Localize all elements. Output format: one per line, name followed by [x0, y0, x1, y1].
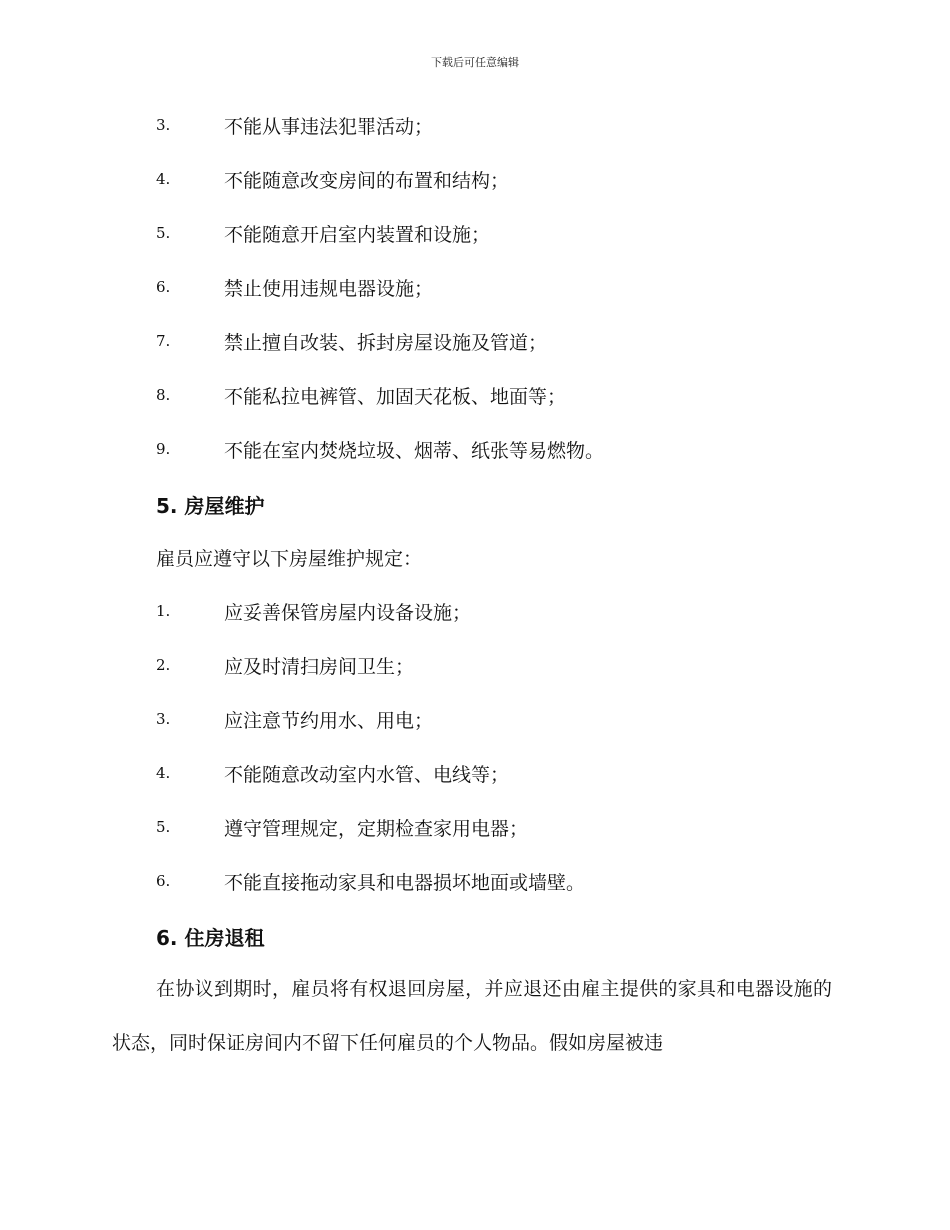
section-intro: [0, 544, 950, 598]
list-item-text: 应及时清扫房间卫生；: [224, 656, 415, 678]
list-item-number: 5.: [156, 224, 171, 242]
list-item-number: 3.: [156, 116, 171, 134]
list-item-number: 9.: [156, 440, 171, 458]
list-item-number: 3.: [156, 710, 171, 728]
list-item: [0, 868, 950, 922]
list-item-text: 禁止使用违规电器设施；: [224, 278, 434, 300]
list-item-number: 4.: [156, 170, 171, 188]
section-heading-text: 5. 房屋维护: [156, 494, 265, 518]
document-body: [0, 112, 950, 1089]
list-item-number: 2.: [156, 656, 171, 674]
list-item: [0, 814, 950, 868]
list-item: [0, 598, 950, 652]
list-item: [0, 436, 950, 490]
list-item-text: 应注意节约用水、用电；: [224, 710, 434, 732]
list-item: [0, 112, 950, 166]
list-item-text: 不能直接拖动家具和电器损坏地面或墙壁。: [224, 872, 586, 894]
section-heading-maintenance: [0, 490, 950, 544]
list-item: [0, 166, 950, 220]
list-item-number: 6.: [156, 872, 171, 890]
section-heading-text: 6. 住房退租: [156, 926, 265, 950]
list-item-text: 遵守管理规定，定期检查家用电器；: [224, 818, 529, 840]
list-item-number: 7.: [156, 332, 171, 350]
body-paragraph: 在协议到期时，雇员将有权退回房屋，并应退还由雇主提供的家具和电器设施的状态，同时保证房间内不留下任何雇员的个人物品。假如房屋被违: [112, 978, 832, 1054]
list-item-text: 不能随意开启室内装置和设施；: [224, 224, 491, 246]
list-item-text: 应妥善保管房屋内设备设施；: [224, 602, 472, 624]
section-intro-text: 雇员应遵守以下房屋维护规定：: [156, 548, 423, 570]
list-item: [0, 220, 950, 274]
page-header-note: 下载后可任意编辑: [431, 56, 519, 69]
list-item-text: 不能随意改动室内水管、电线等；: [224, 764, 510, 786]
list-item-number: 6.: [156, 278, 171, 296]
list-item: [0, 328, 950, 382]
list-item: [0, 274, 950, 328]
list-item-number: 5.: [156, 818, 171, 836]
list-item: [0, 706, 950, 760]
list-item: [0, 382, 950, 436]
list-item-number: 4.: [156, 764, 171, 782]
list-item: [0, 652, 950, 706]
list-item-text: 不能私拉电裤管、加固天花板、地面等；: [224, 386, 567, 408]
list-item-text: 不能从事违法犯罪活动；: [224, 116, 434, 138]
list-item-text: 不能在室内焚烧垃圾、烟蒂、纸张等易燃物。: [224, 440, 605, 462]
list-item: [0, 760, 950, 814]
list-item-text: 禁止擅自改装、拆封房屋设施及管道；: [224, 332, 548, 354]
list-item-number: 1.: [156, 602, 171, 620]
list-item-text: 不能随意改变房间的布置和结构；: [224, 170, 510, 192]
list-item-number: 8.: [156, 386, 171, 404]
